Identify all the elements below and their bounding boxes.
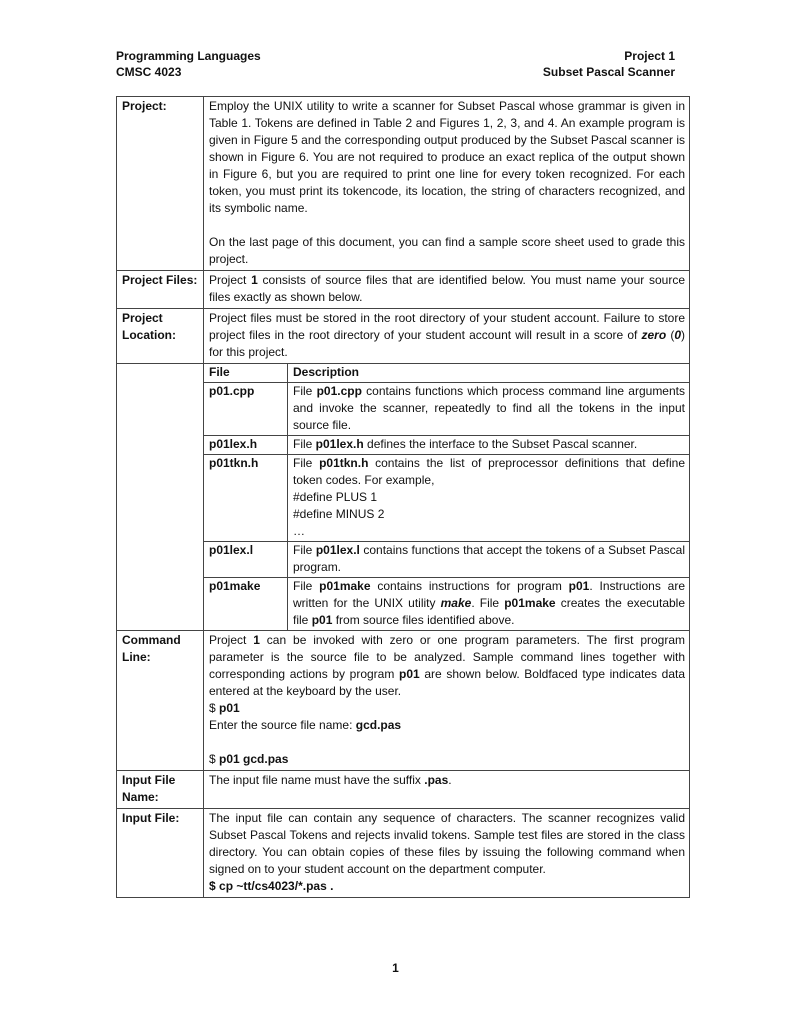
file-name: p01lex.h: [204, 436, 288, 455]
header-right: [543, 48, 675, 80]
row-input-file: [117, 809, 690, 898]
content-project-files: Project 1 consists of source files that are identified below. You must name your source files exactly as shown below.: [204, 271, 690, 309]
example-command-2: $ p01 gcd.pas: [209, 752, 289, 766]
file-description: File p01lex.l contains functions that accept the tokens of a Subset Pascal program.: [288, 542, 690, 578]
file-row: [204, 578, 689, 631]
file-name: p01.cpp: [204, 383, 288, 436]
row-project-location: [117, 309, 690, 364]
score-sheet-note: On the last page of this document, you can find a sample score sheet used to grade this project.: [209, 235, 685, 266]
example-prompt: Enter the source file name: gcd.pas: [209, 718, 402, 732]
file-description: File p01tkn.h contains the list of preprocessor definitions that define token codes. For example, #define PLUS 1 #define MINUS 2 …: [288, 455, 690, 542]
example-command-1: $ p01: [209, 701, 240, 715]
file-name: p01make: [204, 578, 288, 631]
project-number: Project 1: [624, 49, 675, 63]
page-number: 1: [392, 961, 399, 975]
file-row: [204, 542, 689, 578]
file-row: [204, 455, 689, 542]
content-project-location: Project files must be stored in the root directory of your student account. Failure to store project files in the root directory of your student account will result in a score of zero (0) for this project.: [204, 309, 690, 364]
copy-command: $ cp ~tt/cs4023/*.pas .: [209, 879, 334, 893]
header-left: [116, 48, 261, 80]
row-input-file-name: [117, 771, 690, 809]
files-cell: [204, 364, 690, 631]
content-input-file: [204, 809, 690, 898]
files-table: [204, 364, 689, 630]
file-description: File p01.cpp contains functions which process command line arguments and invoke the scanner, repeatedly to find all the tokens in the input source file.: [288, 383, 690, 436]
label-input-file: Input File:: [117, 809, 204, 898]
label-files-empty: [117, 364, 204, 631]
content-input-file-name: The input file name must have the suffix .pas.: [204, 771, 690, 809]
project-spec-table: [116, 96, 690, 898]
content-command-line: Project 1 can be invoked with zero or one program parameters. The first program parameter is the source file to be analyzed. Sample command lines together with corresponding actions by program p01 are shown below. Boldfaced type indicates data entered at the keyboard by the user. $ p01 Enter the source file name: gcd.pas $ p01 gcd.pas: [204, 631, 690, 771]
file-description: File p01make contains instructions for program p01. Instructions are written for the UNIX utility make. File p01make creates the executable file p01 from source files identified above.: [288, 578, 690, 631]
course-code: CMSC 4023: [116, 65, 182, 79]
file-row: [204, 383, 689, 436]
file-row: [204, 436, 689, 455]
define-line: #define MINUS 2: [293, 507, 385, 521]
course-name: Programming Languages: [116, 49, 261, 63]
label-project: Project:: [117, 97, 204, 271]
file-description: File p01lex.h defines the interface to the Subset Pascal scanner.: [288, 436, 690, 455]
label-command-line: Command Line:: [117, 631, 204, 771]
label-project-files: Project Files:: [117, 271, 204, 309]
define-line: #define PLUS 1: [293, 490, 378, 504]
row-project-files: [117, 271, 690, 309]
project-description: Employ the UNIX utility to write a scanner for Subset Pascal whose grammar is given in Table 1. Tokens are defined in Table 2 and Figures 1, 2, 3, and 4. An example program is given in Figure 5 and the corresponding output produced by the Subset Pascal scanner is shown in Figure 6. You are not required to produce an exact replica of the output shown in Figure 6, but you are required to print one line for every token recognized. For each token, you must print its tokencode, its location, the string of characters recognized, and its symbolic name.: [209, 99, 685, 215]
files-table-header: [204, 364, 689, 383]
row-files: [117, 364, 690, 631]
row-project: [117, 97, 690, 271]
file-name: p01tkn.h: [204, 455, 288, 542]
label-input-file-name: Input File Name:: [117, 771, 204, 809]
row-command-line: [117, 631, 690, 771]
label-project-location: Project Location:: [117, 309, 204, 364]
ellipsis: …: [293, 524, 305, 538]
col-file: File: [204, 364, 288, 383]
file-name: p01lex.l: [204, 542, 288, 578]
project-title: Subset Pascal Scanner: [542, 65, 675, 79]
input-file-description: The input file can contain any sequence of characters. The scanner recognizes valid Subset Pascal Tokens and rejects invalid tokens. Sample test files are stored in the class directory. You can obtain copies of these files by issuing the following command when signed on to your student account on the department computer.: [209, 811, 685, 876]
content-project: [204, 97, 690, 271]
col-description: Description: [288, 364, 690, 383]
